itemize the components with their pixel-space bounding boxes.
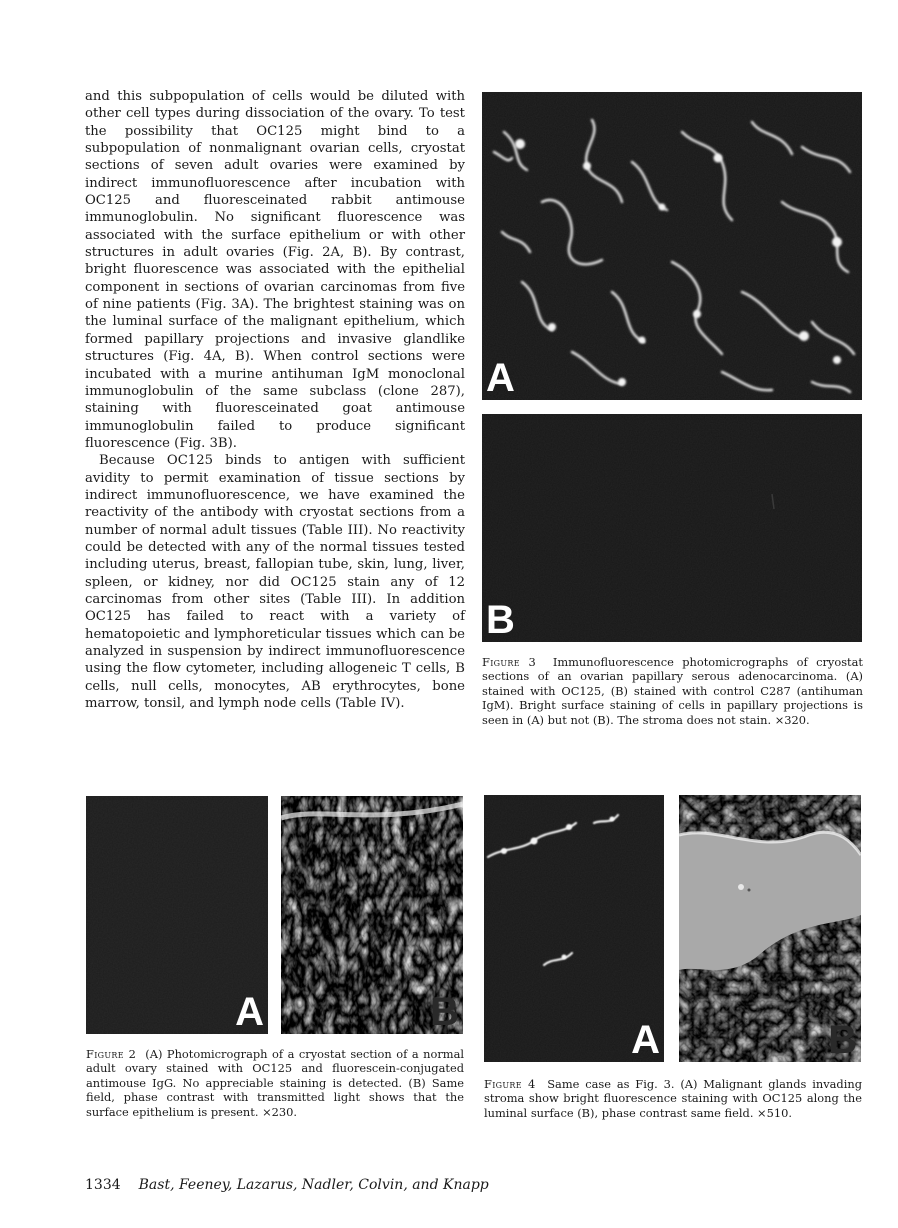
figure3-panel-a-label: A xyxy=(486,356,515,400)
figure3-caption xyxy=(482,655,863,727)
figure4-caption-text: Same case as Fig. 3. (A) Malignant glands invading stroma show bright fluorescence staining with OC125 along the luminal surface (B), phase contrast same field. ×510. xyxy=(484,1077,862,1120)
figure3-caption-label: Figure 3 xyxy=(482,655,537,669)
body-paragraph-2: Because OC125 binds to antigen with sufficient avidity to permit examination of tissue sections by indirect immunofluorescence, we have examined the reactivity of the antibody with cryostat sections from a number of normal adult tissues (Table III). No reactivity could be detected with any of the normal tissues tested including uterus, breast, fallopian tube, skin, lung, liver, spleen, or kidney, nor did OC125 stain any of 12 carcinomas from other sites (Table III). In addition OC125 has failed to react with a variety of hematopoietic and lymphoreticular tissues which can be analyzed in suspension by indirect immunofluorescence using the flow cytometer, including allogeneic T cells, B cells, null cells, monocytes, AB erythrocytes, bone marrow, tonsil, and lymph node cells (Table IV). xyxy=(85,453,465,712)
body-paragraph-1: and this subpopulation of cells would be diluted with other cell types during dissociation of the ovary. To test the possibility that OC125 might bind to a subpopulation of nonmalignant ovarian cells, cryostat sections of seven adult ovaries were examined by indirect immunofluorescence after incubation with OC125 and fluoresceinated rabbit antimouse immunoglobulin. No significant fluorescence was associated with the surface epithelium or with other structures in adult ovaries (Fig. 2A, B). By contrast, bright fluorescence was associated with the epithelial component in sections of ovarian carcinomas from five of nine patients (Fig. 3A). The brightest staining was on the luminal surface of the malignant epithelium, which formed papillary projections and invasive glandlike structures (Fig. 4A, B). When control sections were incubated with a murine antihuman IgM monoclonal immunoglobulin of the same subclass (clone 287), staining with fluoresceinated goat antimouse immunoglobulin failed to produce significant fluorescence (Fig. 3B). xyxy=(85,89,465,451)
figure2-panel-a-label: A xyxy=(235,990,264,1034)
figure2-caption-label: Figure 2 xyxy=(86,1047,137,1061)
page-number: 1334 xyxy=(85,1177,121,1193)
figure3-panel-b-photo xyxy=(482,414,862,642)
figure2-panel-a-photo xyxy=(86,796,268,1034)
body-text-column xyxy=(85,88,465,712)
figure4-panel-a-photo xyxy=(484,795,664,1062)
figure4-caption xyxy=(484,1077,862,1120)
figure4-panel-b-label: B xyxy=(828,1018,857,1062)
figure3-caption-text: Immunofluorescence photomicrographs of cryostat sections of an ovarian papillary serous adenocarcinoma. (A) stained with OC125, (B) stained with control C287 (antihuman IgM). Bright surface staining of cells in papillary projections is seen in (A) but not (B). The stroma does not stain. ×320. xyxy=(482,655,863,727)
figure2-panel-b-label: B xyxy=(430,990,459,1034)
figure4-panel-a-label: A xyxy=(631,1018,660,1062)
figure3-panel-a-photo xyxy=(482,92,862,400)
figure3-panel-b-label: B xyxy=(486,598,515,642)
figure2-caption-text: (A) Photomicrograph of a cryostat section of a normal adult ovary stained with OC125 and fluorescein-conjugated antimouse IgG. No appreciable staining is detected. (B) Same field, phase contrast with transmitted light shows that the surface epithelium is present. ×230. xyxy=(86,1047,465,1119)
figure4-panel-b-photo xyxy=(679,795,861,1062)
figure2-panel-b-photo xyxy=(281,796,463,1034)
figure2-caption xyxy=(86,1047,464,1119)
figure4-caption-label: Figure 4 xyxy=(484,1077,536,1091)
page-footer xyxy=(85,1177,489,1193)
running-authors: Bast, Feeney, Lazarus, Nadler, Colvin, and Knapp xyxy=(138,1177,489,1193)
